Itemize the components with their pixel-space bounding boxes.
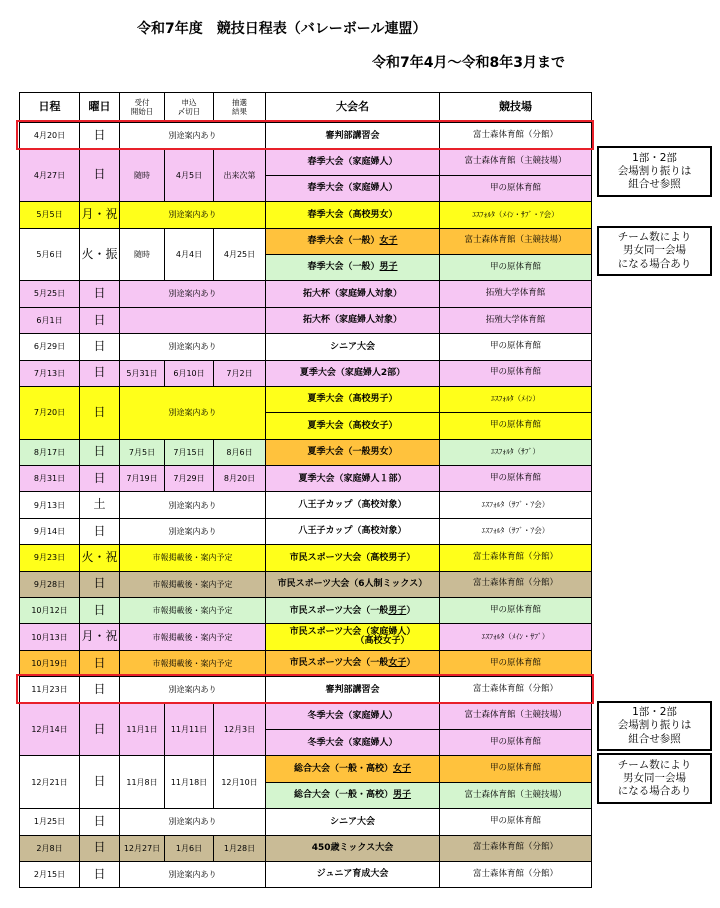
venue-note-box: [597, 146, 712, 197]
date-cell: 5月25日: [20, 281, 80, 307]
table-row: [20, 624, 592, 650]
col-header-draw-line2: 結果: [232, 106, 247, 116]
event-name-text: 春季大会（一般）: [307, 262, 380, 273]
venue-cell: 富士森体育館（分館）: [440, 835, 592, 861]
event-name-cell: [266, 466, 440, 492]
event-name-cell: [266, 360, 440, 386]
date-cell: 12月14日: [20, 703, 80, 756]
table-row: [20, 809, 592, 835]
event-name-text: 夏季大会（一般男女）: [307, 447, 398, 458]
venue-cell: 甲の原体育館: [440, 598, 592, 624]
deadline-cell: 6月10日: [165, 360, 214, 386]
table-row: [20, 360, 592, 386]
event-name-cell: [266, 149, 440, 175]
table-row: [20, 307, 592, 333]
event-name-cell: [266, 703, 440, 729]
entry-info-cell: 別途案内あり: [120, 492, 266, 518]
venue-cell: 甲の原体育館: [440, 809, 592, 835]
col-header-accept-start-line1: 受付: [134, 97, 150, 107]
date-cell: 10月19日: [20, 650, 80, 676]
schedule-table: [19, 92, 592, 888]
venue-cell: 富士森体育館（分館）: [440, 571, 592, 597]
venue-note-box: [597, 226, 712, 276]
weekday-cell: 土: [80, 492, 120, 518]
event-name-cell: [266, 492, 440, 518]
event-name-cell: [266, 518, 440, 544]
weekday-cell: 日: [80, 861, 120, 887]
entry-info-cell: 別途案内あり: [120, 281, 266, 307]
date-cell: 8月31日: [20, 466, 80, 492]
event-name-suffix: ）: [406, 605, 416, 616]
event-name-cell: [266, 571, 440, 597]
col-header-deadline-line2: 〆切日: [177, 106, 201, 116]
weekday-cell: 日: [80, 809, 120, 835]
event-name-cell: [266, 624, 440, 650]
event-name-text: 八王子カップ（高校対象）: [298, 526, 407, 537]
venue-cell: ｴｽﾌｫﾙﾀ（ﾒｲﾝ・ｻﾌﾞ）: [440, 624, 592, 650]
draw-result-cell: 12月3日: [214, 703, 266, 756]
venue-cell: ｴｽﾌｫﾙﾀ（ﾒｲﾝ・ｻﾌﾞ・ｱ会）: [440, 202, 592, 228]
col-header-accept-start: [120, 93, 165, 123]
event-name-text: ジュニア育成大会: [316, 869, 389, 880]
venue-cell: 富士森体育館（分館）: [440, 861, 592, 887]
table-row: [20, 281, 592, 307]
deadline-cell: 4月5日: [165, 149, 214, 202]
event-name-cell: [266, 598, 440, 624]
event-name-text: 春季大会（家庭婦人）: [307, 156, 398, 167]
deadline-cell: 11月18日: [165, 756, 214, 809]
event-name-cell: [266, 386, 440, 412]
table-row: [20, 492, 592, 518]
table-row: [20, 545, 592, 571]
event-name-text: 夏季大会（高校女子）: [307, 420, 398, 431]
col-header-deadline: [165, 93, 214, 123]
weekday-cell: 火・祝: [80, 545, 120, 571]
event-name-cell: [266, 175, 440, 201]
date-cell: 4月27日: [20, 149, 80, 202]
venue-note-line: 男女同一会場: [623, 771, 686, 784]
venue-cell: ｴｽﾌｫﾙﾀ（ｻﾌﾞ・ｱ会）: [440, 492, 592, 518]
event-name-underlined: 女子: [393, 763, 412, 774]
table-row: [20, 228, 592, 254]
venue-cell: 富士森体育館（主競技場）: [440, 228, 592, 254]
accept-start-cell: 12月27日: [120, 835, 165, 861]
venue-cell: 甲の原体育館: [440, 254, 592, 280]
venue-cell: 甲の原体育館: [440, 175, 592, 201]
schedule-body: [20, 123, 592, 888]
event-name-text: 拓大杯（家庭婦人対象）: [302, 315, 402, 326]
event-name-text: 八王子カップ（高校対象）: [298, 499, 407, 510]
draw-result-cell: 8月6日: [214, 439, 266, 465]
date-cell: 4月20日: [20, 123, 80, 149]
venue-cell: ｴｽﾌｫﾙﾀ（ｻﾌﾞ）: [440, 439, 592, 465]
event-name-text: 審判部講習会: [325, 130, 380, 141]
weekday-cell: 月・祝: [80, 202, 120, 228]
event-name-cell: [266, 782, 440, 808]
schedule-period: 令和7年4月～令和8年3月まで: [372, 55, 565, 71]
date-cell: 9月28日: [20, 571, 80, 597]
event-name-cell: [266, 307, 440, 333]
event-name-cell: [266, 228, 440, 254]
date-cell: 2月8日: [20, 835, 80, 861]
event-name-underlined: 女子: [379, 236, 398, 247]
venue-note-box: [597, 701, 712, 751]
event-name-text: 拓大杯（家庭婦人対象）: [302, 288, 402, 299]
venue-cell: 甲の原体育館: [440, 334, 592, 360]
venue-cell: 富士森体育館（主競技場）: [440, 782, 592, 808]
venue-note-line: 1部・2部: [632, 151, 677, 164]
event-name-text: 春季大会（家庭婦人）: [307, 183, 398, 194]
accept-start-cell: 随時: [120, 228, 165, 281]
date-cell: 10月12日: [20, 598, 80, 624]
date-cell: 5月5日: [20, 202, 80, 228]
weekday-cell: 日: [80, 360, 120, 386]
date-cell: 9月14日: [20, 518, 80, 544]
event-name-text: 市民スポーツ大会（家庭婦人）: [289, 626, 416, 637]
venue-note-line: 組合せ参照: [628, 732, 681, 745]
event-name-text: 冬季大会（家庭婦人）: [307, 737, 398, 748]
event-name-cell: [266, 413, 440, 439]
event-name-text: 夏季大会（高校男子）: [307, 394, 398, 405]
date-cell: 12月21日: [20, 756, 80, 809]
event-name-cell: [266, 861, 440, 887]
event-name-text: 春季大会（一般）: [307, 236, 380, 247]
accept-start-cell: 5月31日: [120, 360, 165, 386]
venue-note-line: 会場割り振りは: [617, 164, 692, 177]
event-name-cell: [266, 809, 440, 835]
table-row: [20, 466, 592, 492]
draw-result-cell: 7月2日: [214, 360, 266, 386]
date-cell: 8月17日: [20, 439, 80, 465]
entry-info-cell: 別途案内あり: [120, 386, 266, 439]
draw-result-cell: 1月28日: [214, 835, 266, 861]
entry-info-cell: 市報掲載後・案内予定: [120, 598, 266, 624]
event-name-text: 市民スポーツ大会（6人制ミックス）: [277, 579, 428, 590]
event-name-second-line: （高校女子）: [355, 636, 410, 647]
venue-cell: ｴｽﾌｫﾙﾀ（ｻﾌﾞ・ｱ会）: [440, 518, 592, 544]
venue-cell: 富士森体育館（主競技場）: [440, 703, 592, 729]
event-name-cell: [266, 650, 440, 676]
venue-note-line: になる場合あり: [617, 257, 692, 270]
entry-info-cell: 別途案内あり: [120, 861, 266, 887]
event-name-cell: [266, 756, 440, 782]
table-row: [20, 861, 592, 887]
table-row: [20, 202, 592, 228]
venue-cell: 甲の原体育館: [440, 650, 592, 676]
weekday-cell: 日: [80, 598, 120, 624]
weekday-cell: 日: [80, 518, 120, 544]
weekday-cell: 日: [80, 334, 120, 360]
venue-cell: 甲の原体育館: [440, 466, 592, 492]
event-name-underlined: 女子: [388, 658, 407, 669]
deadline-cell: 7月15日: [165, 439, 214, 465]
event-name-underlined: 男子: [393, 790, 412, 801]
venue-cell: 富士森体育館（主競技場）: [440, 149, 592, 175]
weekday-cell: 日: [80, 703, 120, 756]
event-name-cell: [266, 334, 440, 360]
event-name-cell: [266, 729, 440, 755]
event-name-cell: [266, 281, 440, 307]
col-header-deadline-line1: 申込: [181, 97, 197, 107]
table-row: [20, 439, 592, 465]
event-name-text: 春季大会（高校男女）: [307, 209, 398, 220]
entry-info-cell: 別途案内あり: [120, 809, 266, 835]
entry-info-cell: 市報掲載後・案内予定: [120, 624, 266, 650]
col-header-weekday: 曜日: [80, 93, 120, 123]
deadline-cell: 4月4日: [165, 228, 214, 281]
accept-start-cell: 11月8日: [120, 756, 165, 809]
event-name-cell: [266, 123, 440, 149]
venue-note-line: 組合せ参照: [628, 178, 681, 191]
venue-note-line: になる場合あり: [617, 785, 692, 798]
table-row: [20, 650, 592, 676]
venue-cell: 甲の原体育館: [440, 756, 592, 782]
table-row: [20, 334, 592, 360]
table-header-row: [20, 93, 592, 123]
deadline-cell: 11月11日: [165, 703, 214, 756]
table-row: [20, 756, 592, 782]
date-cell: 2月15日: [20, 861, 80, 887]
event-name-text: 夏季大会（家庭婦人１部）: [298, 473, 407, 484]
weekday-cell: 日: [80, 386, 120, 439]
entry-info-cell: 別途案内あり: [120, 202, 266, 228]
weekday-cell: 日: [80, 149, 120, 202]
table-row: [20, 571, 592, 597]
entry-info-cell: 市報掲載後・案内予定: [120, 571, 266, 597]
deadline-cell: 7月29日: [165, 466, 214, 492]
venue-cell: ｴｽﾌｫﾙﾀ（ﾒｲﾝ）: [440, 386, 592, 412]
event-name-text: シニア大会: [329, 816, 375, 827]
event-name-cell: [266, 677, 440, 703]
draw-result-cell: 12月10日: [214, 756, 266, 809]
weekday-cell: 日: [80, 571, 120, 597]
date-cell: 9月13日: [20, 492, 80, 518]
venue-cell: 甲の原体育館: [440, 729, 592, 755]
col-header-draw: [214, 93, 266, 123]
table-row: [20, 835, 592, 861]
event-name-cell: [266, 835, 440, 861]
col-header-event: 大会名: [266, 93, 440, 123]
event-name-text: シニア大会: [329, 341, 375, 352]
weekday-cell: 日: [80, 466, 120, 492]
venue-note-line: 男女同一会場: [623, 244, 686, 257]
event-name-text: 総合大会（一般・高校）: [293, 763, 393, 774]
date-cell: 9月23日: [20, 545, 80, 571]
event-name-cell: [266, 254, 440, 280]
venue-cell: 富士森体育館（分館）: [440, 123, 592, 149]
date-cell: 1月25日: [20, 809, 80, 835]
date-cell: 6月29日: [20, 334, 80, 360]
event-name-cell: [266, 202, 440, 228]
entry-info-cell: 別途案内あり: [120, 334, 266, 360]
weekday-cell: 火・振: [80, 228, 120, 281]
venue-cell: 富士森体育館（分館）: [440, 677, 592, 703]
deadline-cell: 1月6日: [165, 835, 214, 861]
weekday-cell: 日: [80, 281, 120, 307]
draw-result-cell: 出来次第: [214, 149, 266, 202]
event-name-cell: [266, 545, 440, 571]
event-name-text: 審判部講習会: [325, 684, 380, 695]
accept-start-cell: 随時: [120, 149, 165, 202]
table-row: [20, 677, 592, 703]
date-cell: 7月20日: [20, 386, 80, 439]
col-header-venue: 競技場: [440, 93, 592, 123]
event-name-text: 総合大会（一般・高校）: [293, 790, 393, 801]
venue-note-line: チーム数により: [617, 231, 692, 244]
venue-cell: 拓殖大学体育館: [440, 307, 592, 333]
event-name-cell: [266, 439, 440, 465]
table-row: [20, 703, 592, 729]
accept-start-cell: 11月1日: [120, 703, 165, 756]
col-header-date: 日程: [20, 93, 80, 123]
accept-start-cell: 7月5日: [120, 439, 165, 465]
date-cell: 6月1日: [20, 307, 80, 333]
venue-note-line: 1部・2部: [632, 706, 677, 719]
date-cell: 10月13日: [20, 624, 80, 650]
entry-info-cell: 市報掲載後・案内予定: [120, 650, 266, 676]
event-name-text: 市民スポーツ大会（一般: [289, 658, 389, 669]
event-name-text: 夏季大会（家庭婦人2部）: [299, 368, 406, 379]
event-name-text: 450歳ミックス大会: [311, 843, 394, 854]
venue-cell: 甲の原体育館: [440, 413, 592, 439]
event-name-text: 市民スポーツ大会（一般: [289, 605, 389, 616]
venue-note-line: 会場割り振りは: [617, 719, 692, 732]
table-row: [20, 123, 592, 149]
date-cell: 7月13日: [20, 360, 80, 386]
entry-info-cell: [120, 307, 266, 333]
weekday-cell: 日: [80, 835, 120, 861]
table-row: [20, 149, 592, 175]
accept-start-cell: 7月19日: [120, 466, 165, 492]
venue-cell: 富士森体育館（分館）: [440, 545, 592, 571]
page-title: 令和7年度 競技日程表（バレーボール連盟）: [137, 21, 427, 37]
event-name-text: 冬季大会（家庭婦人）: [307, 711, 398, 722]
weekday-cell: 日: [80, 677, 120, 703]
event-name-suffix: ）: [406, 658, 416, 669]
draw-result-cell: 4月25日: [214, 228, 266, 281]
draw-result-cell: 8月20日: [214, 466, 266, 492]
entry-info-cell: 別途案内あり: [120, 123, 266, 149]
venue-note-box: [597, 753, 712, 804]
event-name-underlined: 男子: [379, 262, 398, 273]
weekday-cell: 日: [80, 307, 120, 333]
venue-cell: 拓殖大学体育館: [440, 281, 592, 307]
event-name-underlined: 男子: [388, 605, 407, 616]
venue-cell: 甲の原体育館: [440, 360, 592, 386]
event-name-text: 市民スポーツ大会（高校男子）: [289, 552, 416, 563]
col-header-accept-start-line2: 開始日: [130, 106, 154, 116]
weekday-cell: 日: [80, 756, 120, 809]
table-row: [20, 518, 592, 544]
entry-info-cell: 別途案内あり: [120, 518, 266, 544]
entry-info-cell: 別途案内あり: [120, 677, 266, 703]
venue-note-line: チーム数により: [617, 758, 692, 771]
col-header-draw-line1: 抽選: [232, 97, 247, 107]
weekday-cell: 月・祝: [80, 624, 120, 650]
entry-info-cell: 市報掲載後・案内予定: [120, 545, 266, 571]
weekday-cell: 日: [80, 650, 120, 676]
date-cell: 5月6日: [20, 228, 80, 281]
weekday-cell: 日: [80, 123, 120, 149]
table-row: [20, 386, 592, 412]
table-row: [20, 598, 592, 624]
date-cell: 11月23日: [20, 677, 80, 703]
weekday-cell: 日: [80, 439, 120, 465]
